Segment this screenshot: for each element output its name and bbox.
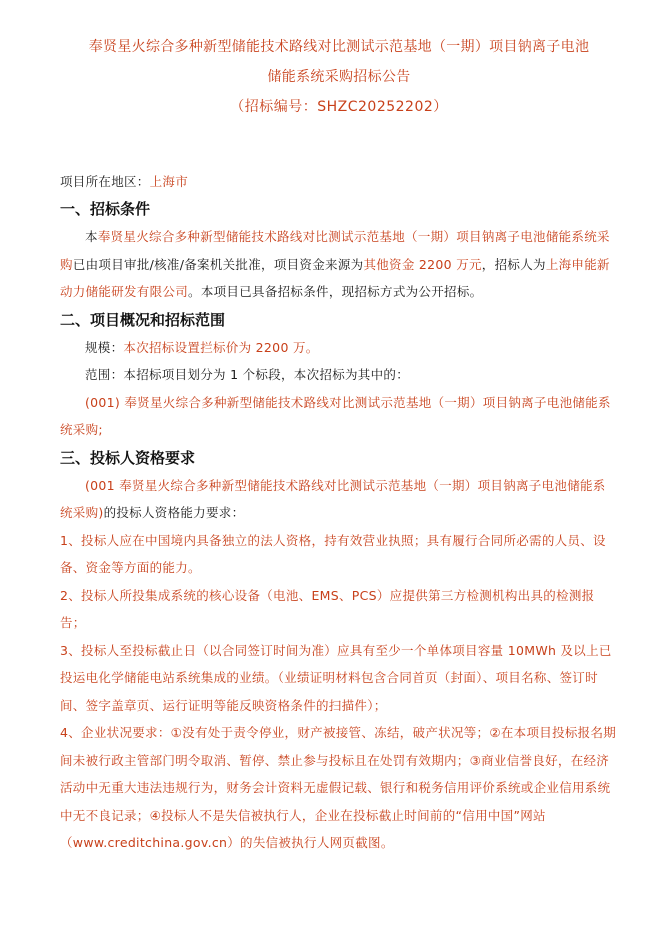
text-run: 本 bbox=[85, 229, 98, 244]
requirement-item-3: 3、投标人至投标截止日（以合同签订时间为准）应具有至少一个单体项目容量 10MWh 及以上已投运电化学储能电站系统集成的业绩。（业绩证明材料包含合同首页（封面）、项目名称、签订时间、签字盖章页、运行证明等能反映资格条件的扫描件）； bbox=[60, 642, 612, 713]
scale-value: 本次招标设置拦标价为 2200 万。 bbox=[123, 339, 319, 355]
project-name: 奉贤星火综合多种新型储能技术路线对比测试示范基地（一期）项目钠离子电池储能系统采购 bbox=[60, 229, 610, 272]
region-label: 项目所在地区： bbox=[60, 174, 150, 189]
tender-number: （招标编号：SHZC20252202） bbox=[230, 99, 448, 115]
section-3-heading: 三、投标人资格要求 bbox=[60, 448, 196, 467]
requirement-item-1: 1、投标人应在中国境内具备独立的法人资格，持有效营业执照；具有履行合同所必需的人员、设备、资金等方面的能力。 bbox=[60, 532, 606, 575]
text-run: ，招标人为 bbox=[481, 256, 546, 272]
tenderer-name: 上海申能新动力储能研发有限公司 bbox=[60, 256, 610, 299]
requirement-item-2: 2、投标人所投集成系统的核心设备（电池、EMS、PCS）应提供第三方检测机构出具的检测报告； bbox=[60, 587, 595, 630]
text-run: 的投标人资格能力要求： bbox=[103, 505, 245, 520]
project-region bbox=[60, 169, 618, 195]
scale-label: 规模： bbox=[85, 339, 124, 355]
scale-line bbox=[60, 334, 618, 362]
lot-reference: (001 奉贤星火综合多种新型储能技术路线对比测试示范基地（一期）项目钠离子电池储能系统采购) bbox=[60, 477, 606, 520]
title-line-2: 储能系统采购招标公告 bbox=[267, 69, 411, 85]
requirement-item-4: 4、企业状况要求：①没有处于责令停业，财产被接管、冻结，破产状况等；②在本项目投标报名期间未被行政主管部门明令取消、暂停、禁止参与投标且在处罚有效期内；③商业信誉良好，在经济活动中无重大违法违规行为，财务会计资料无虚假记载、银行和税务信用评价系统或企业信用系统中无不良记录；④投标人不是失信被执行人，企业在投标截止时间前的“信用中国”网站（www.creditchina.gov.cn）的失信被执行人网页截图。 bbox=[60, 725, 617, 850]
text-run: 。本项目已具备招标条件，现招标方式为公开招标。 bbox=[188, 284, 483, 299]
section-2-heading: 二、项目概况和招标范围 bbox=[60, 310, 226, 329]
lot-line: (001) 奉贤星火综合多种新型储能技术路线对比测试示范基地（一期）项目钠离子电池储能系统采购; bbox=[60, 394, 611, 437]
title-line-1: 奉贤星火综合多种新型储能技术路线对比测试示范基地（一期）项目钠离子电池 bbox=[88, 39, 590, 55]
funding-source: 其他资金 2200 万元 bbox=[363, 256, 482, 272]
section-1-heading: 一、招标条件 bbox=[60, 200, 151, 218]
scope-line bbox=[60, 361, 618, 389]
text-run: 已由项目审批/核准/备案机关批准，项目资金来源为 bbox=[72, 256, 364, 272]
qualification-intro bbox=[60, 472, 618, 527]
tender-conditions-paragraph bbox=[60, 223, 618, 306]
scope-value: 本招标项目划分为 1 个标段，本次招标为其中的： bbox=[123, 367, 410, 382]
scope-label: 范围： bbox=[85, 367, 124, 382]
region-value: 上海市 bbox=[149, 174, 189, 189]
